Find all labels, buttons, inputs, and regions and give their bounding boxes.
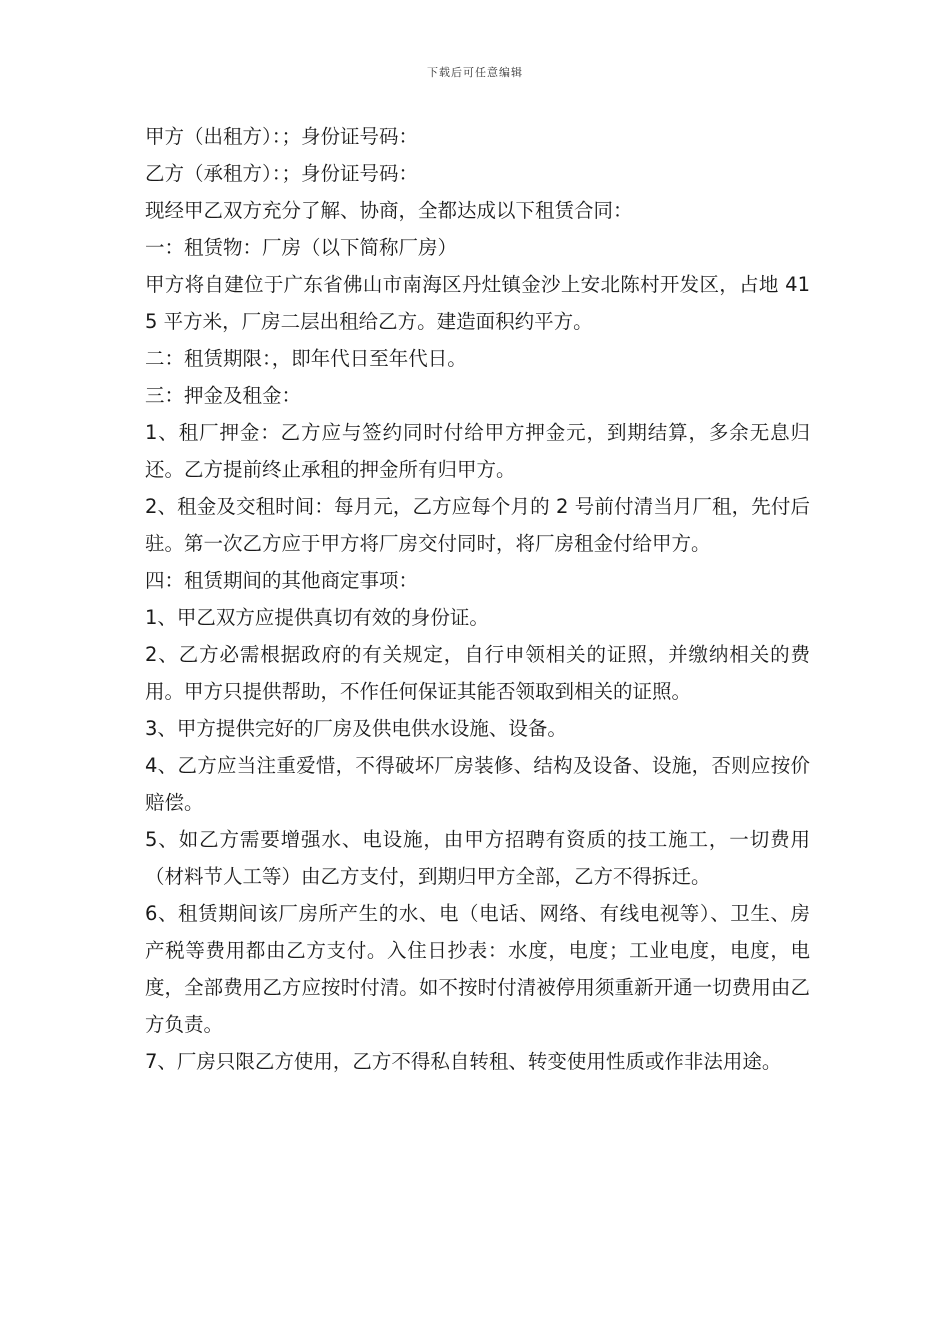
clause-item-1: 1、甲乙双方应提供真切有效的身份证。: [145, 606, 489, 629]
section-heading-3: 三：押金及租金：: [145, 384, 302, 407]
clause-item-4: 4、乙方应当注重爱惜，不得破坏厂房装修、结构及设备、设施，否则应按价赔偿。: [145, 754, 810, 814]
property-description: 甲方将自建位于广东省佛山市南海区丹灶镇金沙上安北陈村开发区，占地 415 平方米，厂房二层出租给乙方。建造面积约平方。: [145, 273, 810, 333]
clause-item-6: 6、租赁期间该厂房所产生的水、电（电话、网络、有线电视等）、卫生、房产税等费用都由乙方支付。入住日抄表：水度，电度；工业电度，电度，电度，全部费用乙方应按时付清。如不按时付清被停用须重新开通一切费用由乙方负责。: [145, 902, 810, 1036]
party-a-line: 甲方（出租方）：；身份证号码：: [145, 125, 419, 148]
section-heading-4: 四：租赁期间的其他商定事项：: [145, 569, 419, 592]
document-body: [145, 118, 810, 1080]
agreement-intro: 现经甲乙双方充分了解、协商，全都达成以下租赁合同：: [145, 199, 633, 222]
clause-item-5: 5、如乙方需要增强水、电设施，由甲方招聘有资质的技工施工，一切费用（材料节人工等）由乙方支付，到期归甲方全部，乙方不得拆迁。: [145, 828, 810, 888]
clause-rent: 2、租金及交租时间：每月元，乙方应每个月的 2 号前付清当月厂租，先付后驻。第一次乙方应于甲方将厂房交付同时，将厂房租金付给甲方。: [145, 495, 810, 555]
party-b-line: 乙方（承租方）：；身份证号码：: [145, 162, 419, 185]
section-heading-1: 一：租赁物：厂房（以下简称厂房）: [145, 236, 458, 259]
clause-item-7: 7、厂房只限乙方使用，乙方不得私自转租、转变使用性质或作非法用途。: [145, 1050, 782, 1073]
clause-item-3: 3、甲方提供完好的厂房及供电供水设施、设备。: [145, 717, 567, 740]
section-heading-2: 二：租赁期限：，即年代日至年代日。: [145, 347, 467, 370]
clause-item-2: 2、乙方必需根据政府的有关规定，自行申领相关的证照，并缴纳相关的费用。甲方只提供帮助，不作任何保证其能否领取到相关的证照。: [145, 643, 810, 703]
clause-deposit: 1、租厂押金：乙方应与签约同时付给甲方押金元，到期结算，多余无息归还。乙方提前终止承租的押金所有归甲方。: [145, 421, 810, 481]
page-header: 下载后可任意编辑: [427, 66, 523, 79]
